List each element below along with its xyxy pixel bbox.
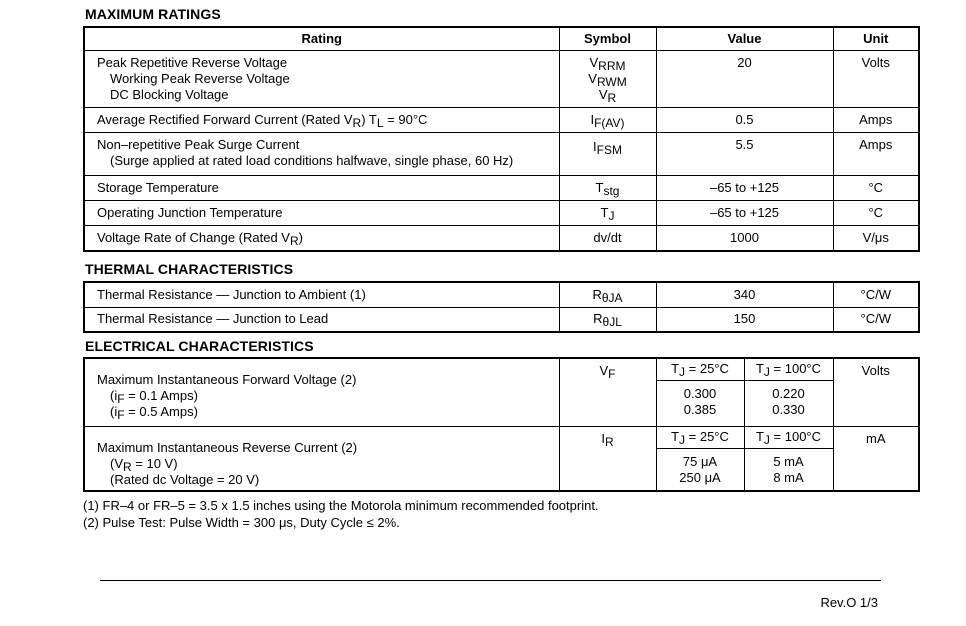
rating-text: = 90°C bbox=[383, 112, 428, 127]
table-row bbox=[84, 426, 919, 448]
condition-header-100c: $T_J = 100^\circ C$ bbox=[744, 426, 833, 448]
symbol-subscript: J bbox=[608, 209, 615, 223]
rating-text: Working Peak Reverse Voltage bbox=[110, 71, 290, 86]
rating-cell bbox=[84, 426, 559, 491]
symbol-cell: dv/dt bbox=[559, 226, 656, 251]
symbol-subscript: R bbox=[607, 91, 617, 105]
table-row bbox=[84, 176, 919, 201]
value-cell: –65 to +125 bbox=[656, 176, 833, 201]
table-row bbox=[84, 133, 919, 176]
rating-subscript: R bbox=[289, 233, 299, 248]
symbol-text: V bbox=[589, 55, 599, 70]
rating-text: ) T bbox=[361, 112, 377, 127]
condition-header-100c: $T_J = 100^\circ C$ bbox=[744, 358, 833, 380]
rating-cell bbox=[84, 358, 559, 426]
symbol-cell bbox=[559, 133, 656, 176]
symbol-subscript: RWM bbox=[596, 75, 627, 89]
value-text: 75 μA bbox=[682, 453, 718, 469]
rating-text: Peak Repetitive Reverse Voltage bbox=[97, 55, 288, 70]
symbol-text: I bbox=[593, 139, 597, 154]
electrical-table bbox=[83, 357, 920, 492]
symbol-cell bbox=[559, 201, 656, 226]
value-cell bbox=[744, 380, 833, 426]
rating-text: ) bbox=[298, 229, 303, 245]
revision-label: Rev.O 1/3 bbox=[820, 595, 878, 610]
value-cell: 340 bbox=[656, 282, 833, 307]
max-ratings-table bbox=[83, 26, 920, 252]
footer-divider bbox=[100, 580, 881, 581]
rating-cell bbox=[84, 51, 559, 108]
value-text: 0.385 bbox=[683, 401, 717, 417]
unit-cell: Amps bbox=[833, 133, 919, 176]
value-cell: 20 bbox=[656, 51, 833, 108]
rating-text: ($i_F = 0.1$ Amps) bbox=[110, 388, 198, 406]
symbol-subscript: RRM bbox=[598, 59, 626, 73]
symbol-cell bbox=[559, 51, 656, 108]
symbol-text: R bbox=[593, 311, 603, 327]
header-symbol: Symbol bbox=[559, 27, 656, 51]
rating-text: ($i_F = 0.5$ Amps) bbox=[110, 404, 198, 422]
rating-text: DC Blocking Voltage bbox=[110, 87, 229, 102]
rating-cell bbox=[84, 133, 559, 176]
symbol-subscript: F(AV) bbox=[594, 116, 625, 130]
rating-cell bbox=[84, 226, 559, 251]
footnote-1: (1) FR–4 or FR–5 = 3.5 x 1.5 inches using the Motorola minimum recommended footprint. bbox=[83, 498, 599, 513]
symbol-subscript: FSM bbox=[596, 143, 622, 157]
section-title-thermal: THERMAL CHARACTERISTICS bbox=[85, 261, 294, 277]
rating-text: Maximum Instantaneous Forward Voltage (2) bbox=[97, 372, 357, 387]
value-cell bbox=[656, 380, 744, 426]
rating-subscript: R bbox=[352, 116, 362, 130]
rating-text: ($V_R = 10$ V) bbox=[110, 455, 178, 474]
rating-cell: Thermal Resistance — Junction to Lead bbox=[84, 307, 559, 332]
value-text: 0.330 bbox=[772, 401, 805, 417]
value-cell: 0.5 bbox=[656, 108, 833, 133]
section-title-max-ratings: MAXIMUM RATINGS bbox=[85, 6, 221, 22]
rating-text: Non–repetitive Peak Surge Current bbox=[97, 137, 300, 152]
unit-cell: Volts bbox=[833, 51, 919, 108]
symbol-subscript: stg bbox=[603, 184, 620, 198]
table-row bbox=[84, 358, 919, 380]
symbol-text: I bbox=[601, 430, 605, 446]
rating-cell: Thermal Resistance — Junction to Ambient (1) bbox=[84, 282, 559, 307]
symbol-cell bbox=[559, 282, 656, 307]
symbol-cell bbox=[559, 176, 656, 201]
value-cell: 5.5 bbox=[656, 133, 833, 176]
unit-cell: °C bbox=[833, 201, 919, 226]
thermal-table bbox=[83, 281, 920, 333]
table-row bbox=[84, 307, 919, 332]
rating-text: (Rated dc Voltage = 20 V) bbox=[110, 471, 260, 487]
section-title-electrical: ELECTRICAL CHARACTERISTICS bbox=[85, 338, 314, 354]
symbol-text: T bbox=[600, 205, 609, 220]
rating-subscript: L bbox=[376, 116, 384, 130]
header-unit: Unit bbox=[833, 27, 919, 51]
unit-cell: °C/W bbox=[833, 282, 919, 307]
rating-text: Voltage Rate of Change (Rated V bbox=[97, 229, 290, 245]
value-cell: –65 to +125 bbox=[656, 201, 833, 226]
header-value: Value bbox=[656, 27, 833, 51]
table-row bbox=[84, 108, 919, 133]
symbol-subscript: R bbox=[604, 434, 614, 449]
unit-cell: mA bbox=[833, 426, 919, 491]
symbol-text: V bbox=[599, 363, 609, 378]
rating-text: (Surge applied at rated load conditions halfwave, single phase, 60 Hz) bbox=[110, 153, 514, 168]
condition-header-25c: $T_J = 25^\circ C$ bbox=[656, 358, 744, 380]
rating-text: Average Rectified Forward Current (Rated V bbox=[97, 112, 353, 127]
rating-text: Maximum Instantaneous Reverse Current (2) bbox=[97, 439, 358, 455]
symbol-text: I bbox=[590, 112, 595, 127]
value-cell bbox=[744, 448, 833, 491]
symbol-text: V bbox=[598, 87, 608, 102]
unit-cell: Volts bbox=[833, 358, 919, 426]
value-cell: 1000 bbox=[656, 226, 833, 251]
symbol-text: V bbox=[588, 71, 597, 86]
footnote-2: (2) Pulse Test: Pulse Width = 300 μs, Duty Cycle ≤ 2%. bbox=[83, 515, 400, 530]
symbol-subscript: θJA bbox=[601, 290, 623, 305]
value-text: 250 μA bbox=[679, 469, 721, 485]
rating-cell: Operating Junction Temperature bbox=[84, 201, 559, 226]
value-text: 0.220 bbox=[772, 385, 805, 401]
rating-cell bbox=[84, 108, 559, 133]
table-row bbox=[84, 51, 919, 108]
symbol-cell bbox=[559, 358, 656, 426]
unit-cell: V/μs bbox=[833, 226, 919, 251]
value-text: 8 mA bbox=[773, 469, 804, 485]
value-cell: 150 bbox=[656, 307, 833, 332]
value-text: 5 mA bbox=[773, 453, 804, 469]
table-row bbox=[84, 282, 919, 307]
symbol-text: R bbox=[592, 286, 602, 302]
unit-cell: Amps bbox=[833, 108, 919, 133]
value-cell bbox=[656, 448, 744, 491]
symbol-text: T bbox=[595, 180, 604, 195]
condition-header-25c: $T_J = 25^\circ C$ bbox=[656, 426, 744, 448]
symbol-subscript: θJL bbox=[602, 315, 622, 330]
unit-cell: °C bbox=[833, 176, 919, 201]
symbol-subscript: F bbox=[608, 367, 616, 381]
symbol-cell bbox=[559, 108, 656, 133]
symbol-cell bbox=[559, 307, 656, 332]
header-rating: Rating bbox=[84, 27, 559, 51]
unit-cell: °C/W bbox=[833, 307, 919, 332]
value-text: 0.300 bbox=[683, 385, 717, 401]
rating-cell: Storage Temperature bbox=[84, 176, 559, 201]
symbol-cell bbox=[559, 426, 656, 491]
table-row bbox=[84, 201, 919, 226]
table-header-row bbox=[84, 27, 919, 51]
table-row bbox=[84, 226, 919, 251]
